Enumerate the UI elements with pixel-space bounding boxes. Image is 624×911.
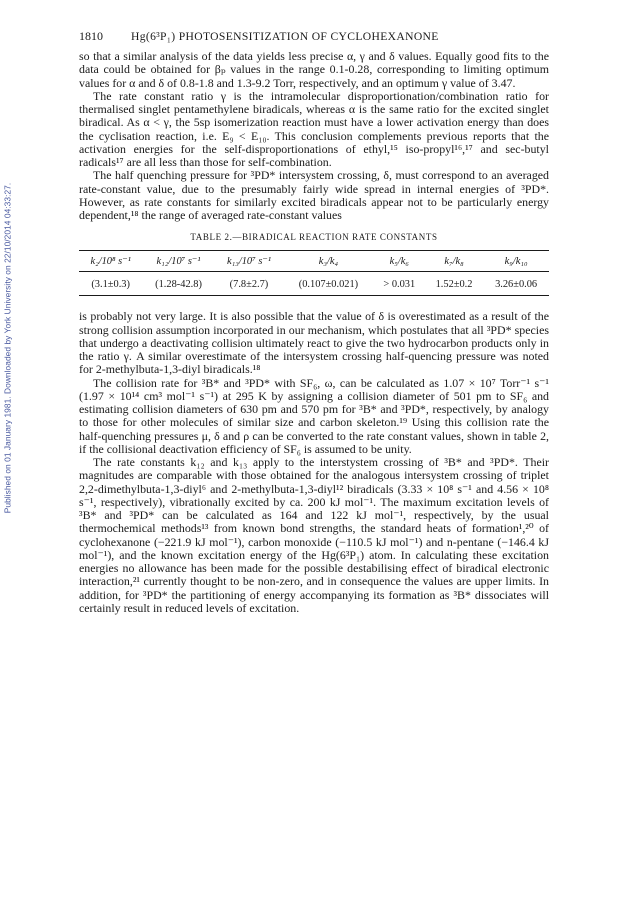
table-cell: 1.52±0.2 <box>425 272 483 296</box>
table-cell: > 0.031 <box>374 272 425 296</box>
table-header-row <box>79 251 549 272</box>
table-header-cell: k₁₃/10⁷ s⁻¹ <box>215 251 283 272</box>
rate-constants-table <box>79 250 549 296</box>
table-cell: (3.1±0.3) <box>79 272 142 296</box>
table-row <box>79 272 549 296</box>
running-header <box>79 29 549 44</box>
running-title: Hg(6³P₁) PHOTOSENSITIZATION OF CYCLOHEXANONE <box>131 30 439 43</box>
table-cell: (7.8±2.7) <box>215 272 283 296</box>
table-cell: (0.107±0.021) <box>283 272 373 296</box>
journal-page <box>79 29 549 615</box>
paragraph-4: is probably not very large. It is also possible that the value of δ is overestimated as a result of the strong collision assumption incorporated in our mechanism, which postulates that all ³PD* species that undergo a deactivating collision ultimately react to give the two hydrocarbon products only in the ratio γ. A similar overestimate of the intersystem crossing half-quencing pressure was noted for 2-methylbuta-1,3-diyl biradicals.¹⁸ <box>79 309 549 377</box>
paragraph-1: so that a similar analysis of the data yields less precise α, γ and δ values. Equally good fits to the data could be obtained for βₚ values in the range 0.1-0.28, corresponding to limiting optimum values for α and δ of 0.8-1.8 and 1.3-9.2 Torr, respectively, and an optimum γ value of 3.47. <box>79 49 549 90</box>
table-header-cell: k₉/k₁₀ <box>483 251 549 272</box>
rate-constants-table-block <box>79 232 549 296</box>
download-notice-text: Published on 01 January 1981. Downloaded by York University on 22/10/2014 04:33:27. <box>2 182 13 514</box>
table-header-cell: k₃/k₄ <box>283 251 373 272</box>
table-header-cell: k₇/k₈ <box>425 251 483 272</box>
paragraph-3: The half quenching pressure for ³PD* intersystem crossing, δ, must correspond to an averaged rate-constant value, due to the presumably fairly wide spread in internal energies of ³PD*. However, as rate constants for similarly excited biradicals appear not to be particularly energy dependent,¹⁸ the range of averaged rate-constant values <box>79 168 549 222</box>
page-number: 1810 <box>79 29 103 43</box>
table-header-cell: k₂/10⁸ s⁻¹ <box>79 251 142 272</box>
table-caption: TABLE 2.—BIRADICAL REACTION RATE CONSTANTS <box>190 232 438 243</box>
paragraph-6: The rate constants k₁₂ and k₁₃ apply to the interstystem crossing of ³B* and ³PD*. Their magnitudes are comparable with those obtained for the analogous intersystem crossing of triplet 2,2-dimethylbuta-1,3-diyl⁶ and 2-methylbuta-1,3-diyl¹² biradicals (3.33 × 10⁸ s⁻¹ and 4.56 × 10⁸ s⁻¹, respectively), vibrationally excited by ca. 200 kJ mol⁻¹. The maximum excitation levels of ³B* and ³PD* can be calculated as 164 and 122 kJ mol⁻¹, respectively, by the usual thermochemical methods¹³ from known bond strengths, the standard heats of formation¹,²⁰ of cyclohexanone (−221.9 kJ mol⁻¹), carbon monoxide (−110.5 kJ mol⁻¹) and n-pentane (−146.4 kJ mol⁻¹), and the known excitation energy of the Hg(6³P₁) atom. In calculating these excitation energies no allowance has been made for the possible destabilising effect of biradical electronic interaction,²¹ currently thought to be non-zero, and in consequence the values are upper limits. In addition, for ³PD* the partitioning of energy accompanying its formation as ³B* dissociates will certainly result in reduced levels of excitation. <box>79 455 549 615</box>
paragraph-5: The collision rate for ³B* and ³PD* with SF₆, ω, can be calculated as 1.07 × 10⁷ Torr⁻¹ s⁻¹ (1.97 × 10¹⁴ cm³ mol⁻¹ s⁻¹) at 295 K by assigning a collision diameter of 501 pm to SF₆ and estimating collision diameters of 630 pm and 570 pm for ³B* and ³PD*, respectively, by analogy to those for other molecules of similar size and carbon skeleton.¹⁹ Using this collision rate the half-quenching pressures μ, δ and ρ can be converted to the rate constant values, shown in table 2, if the collisional deactivation efficiency of SF₆ is assumed to be unity. <box>79 375 549 456</box>
download-notice <box>0 88 14 608</box>
paragraph-2: The rate constant ratio γ is the intramolecular disproportionation/combination ratio for thermalised singlet pentamethylene biradicals, whereas α is the same ratio for the excited singlet biradical. As α < γ, the 5sp isomerization reaction must have a lower activation energy than does the cyclisation reaction, i.e. E₉ < E₁₀. This conclusion complements previous reports that the activation energies for the self-disproportionations of ethyl,¹⁵ iso-propyl¹⁶,¹⁷ and sec-butyl radicals¹⁷ are all less than those for self-combination. <box>79 88 549 169</box>
table-header-cell: k₁₂/10⁷ s⁻¹ <box>142 251 214 272</box>
table-cell: 3.26±0.06 <box>483 272 549 296</box>
table-header-cell: k₅/k₆ <box>374 251 425 272</box>
table-cell: (1.28-42.8) <box>142 272 214 296</box>
